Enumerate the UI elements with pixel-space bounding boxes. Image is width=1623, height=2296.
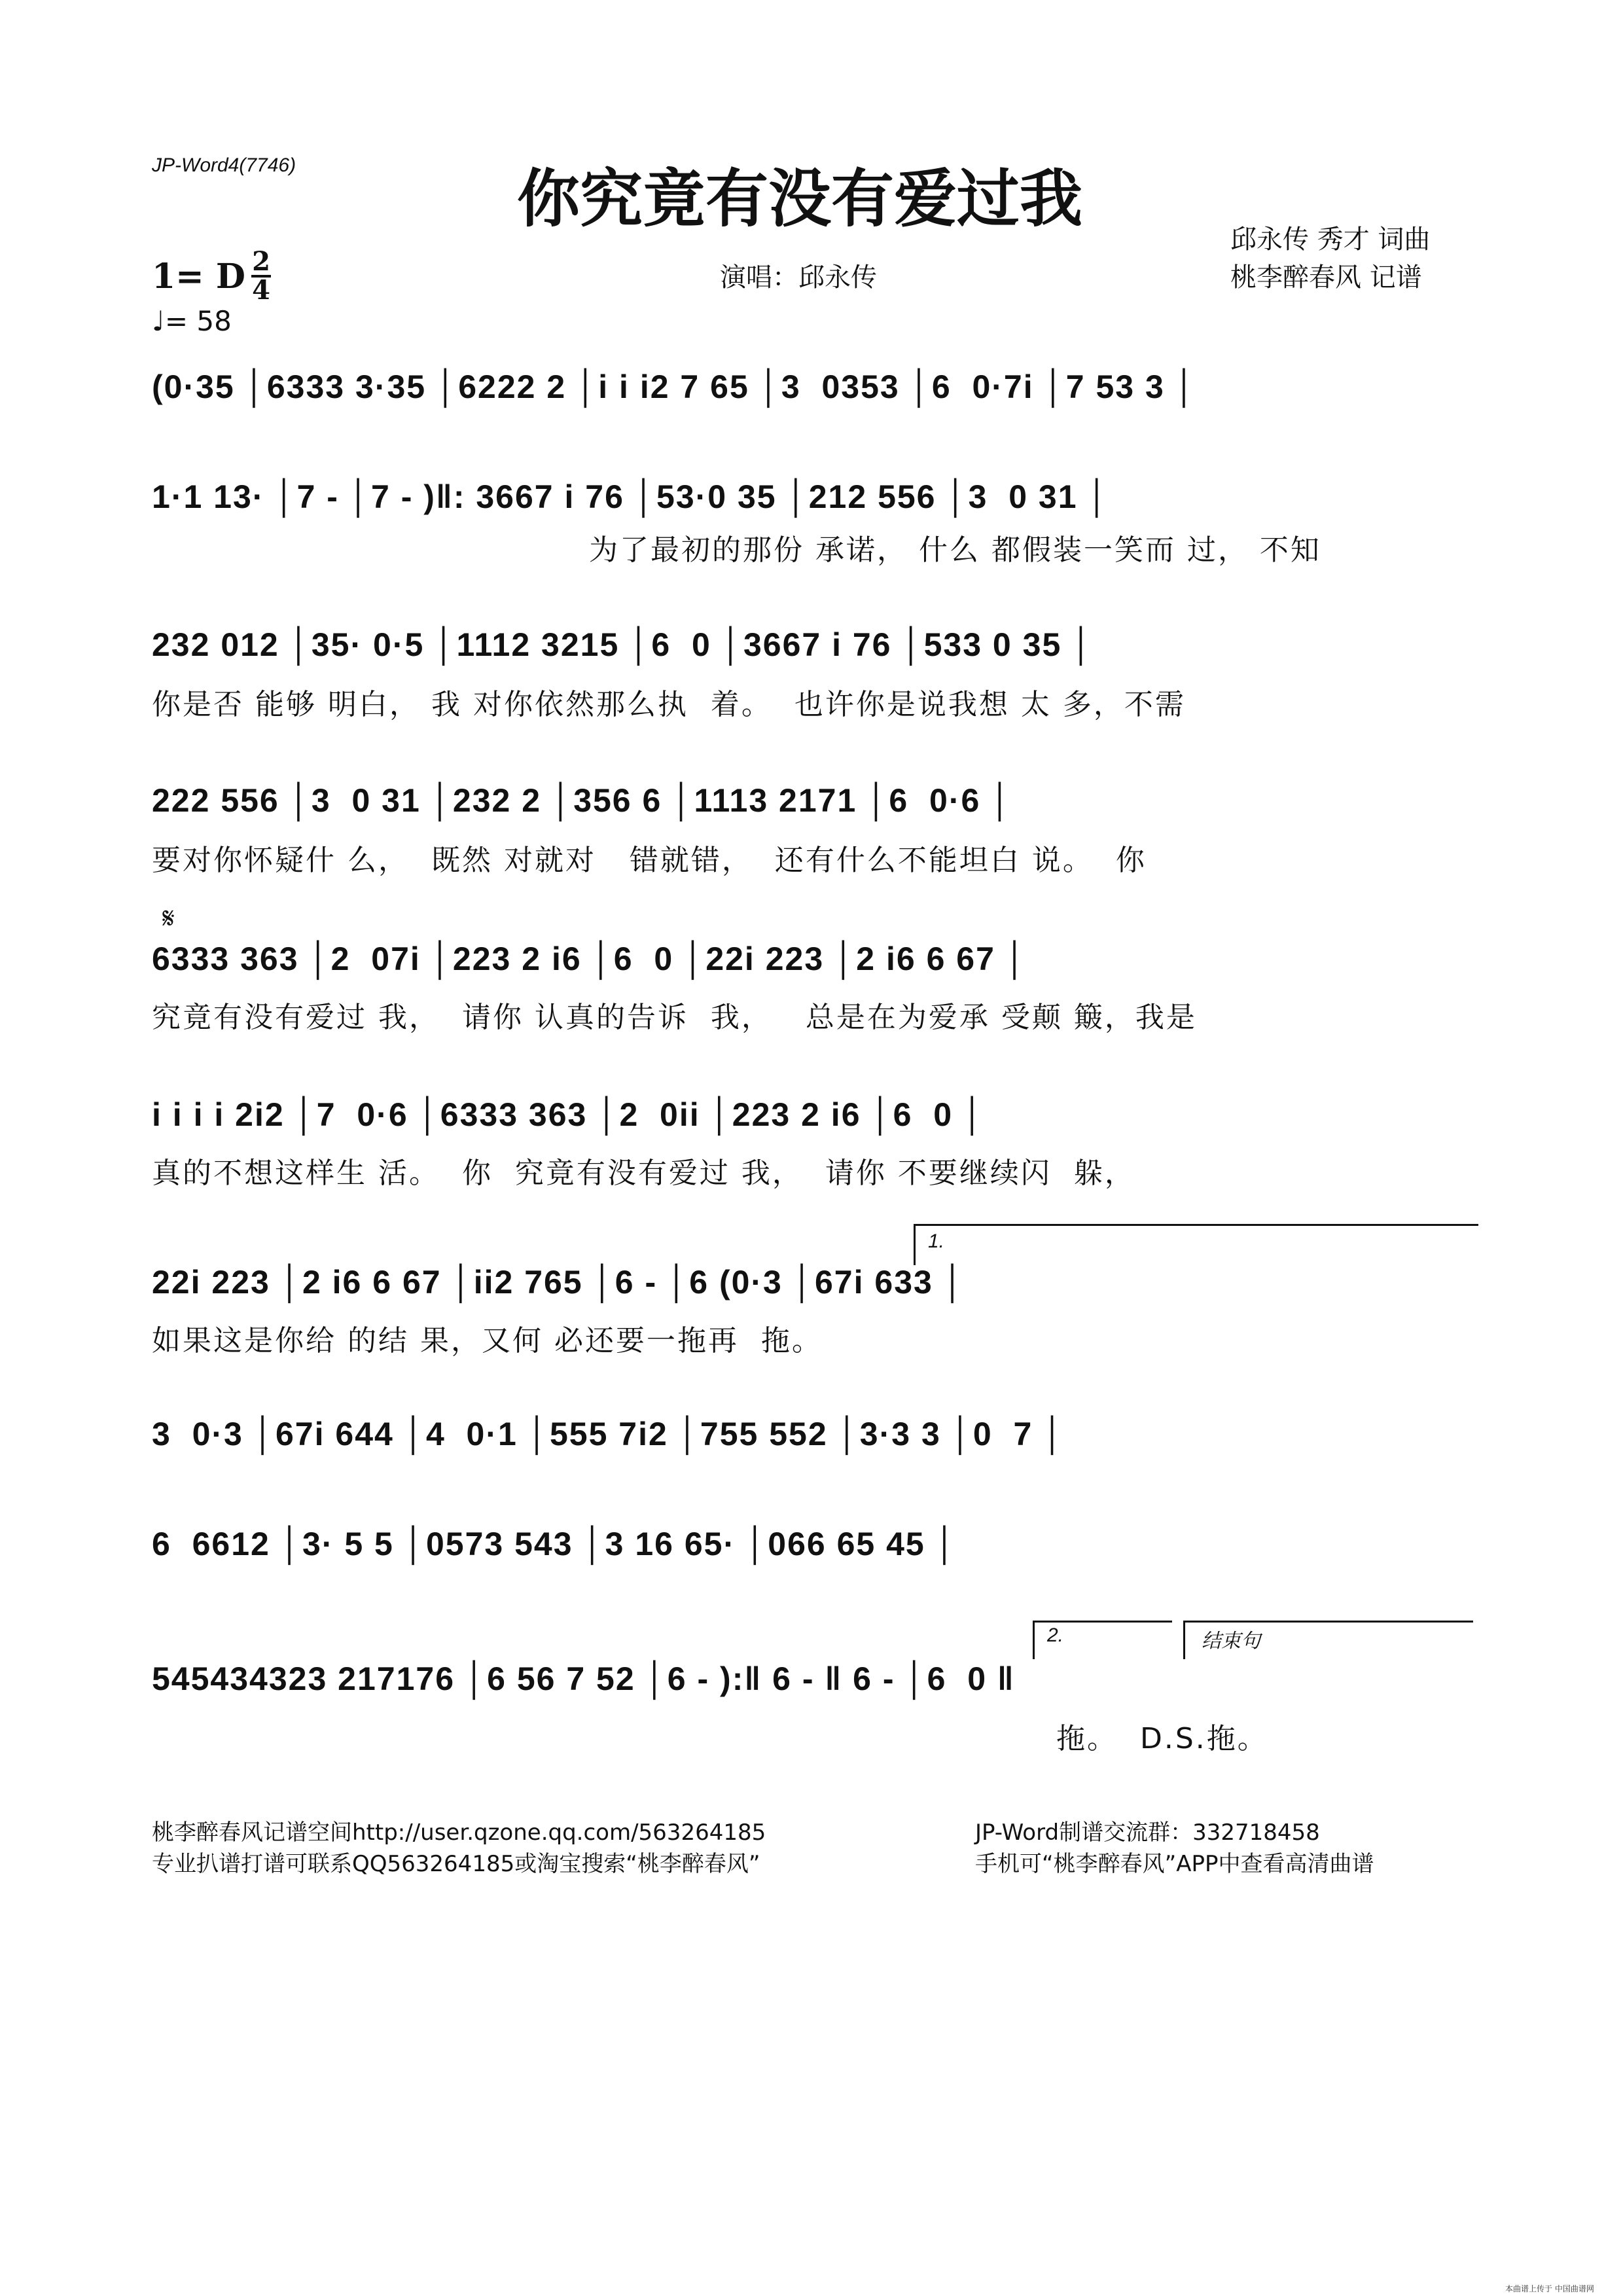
- system-7-notes: 22i 223 │2 i6 6 67 │ii2 765 │6 - │6 (0·3 │67i 633 │: [152, 1264, 965, 1300]
- system-6-notes: i i i i 2i2 │7 0·6 │6333 363 │2 0ii │223 2 i6 │6 0 │: [152, 1096, 986, 1133]
- system-10-notes: 545434323 217176 │6 56 7 52 │6 - ):‖ 6 - ‖ 6 - │6 0 ‖: [152, 1660, 1015, 1697]
- system-8-notes: 3 0·3 │67i 644 │4 0·1 │555 7i2 │755 552 │3·3 3 │0 7 │: [152, 1416, 1065, 1452]
- system-4-lyrics: 要对你怀疑什 么， 既然 对就对 错就错， 还有什么不能坦白 说。 你: [152, 844, 1147, 877]
- footer-left-line2: 专业扒谱打谱可联系QQ563264185或淘宝搜索“桃李醉春风”: [152, 1851, 760, 1877]
- system-1-notes: (0·35 │6333 3·35 │6222 2 │i i i2 7 65 │3 0353 │6 0·7i │7 53 3 │: [152, 368, 1197, 405]
- time-signature: [251, 246, 271, 306]
- footer-right-line1: JP-Word制谱交流群：332718458: [975, 1820, 1320, 1846]
- system-5-notes: 6333 363 │2 07i │223 2 i6 │6 0 │22i 223 │2 i6 6 67 │: [152, 941, 1028, 977]
- system-2-lyrics: 为了最初的那份 承诺， 什么 都假装一笑而 过， 不知: [589, 533, 1321, 567]
- system-10-lyrics: 拖。 D.S.拖。: [1056, 1722, 1268, 1755]
- system-2-notes: 1·1 13· │7 - │7 - )‖: 3667 i 76 │53·0 35 │212 556 │3 0 31 │: [152, 478, 1110, 515]
- system-9-notes: 6 6612 │3· 5 5 │0573 543 │3 16 65· │066 65 45 │: [152, 1526, 957, 1562]
- coda-ending-label: 结束句: [1202, 1630, 1260, 1652]
- system-5-lyrics: 究竟有没有爱过 我， 请你 认真的告诉 我， 总是在为爱承 受颠 簸，我是: [152, 1001, 1197, 1034]
- time-signature-bottom: 4: [252, 275, 270, 306]
- system-6-lyrics: 真的不想这样生 活。 你 究竟有没有爱过 我， 请你 不要继续闪 躲，: [152, 1157, 1135, 1190]
- first-ending-label: 1.: [928, 1230, 945, 1252]
- credit-notation: 桃李醉春风 记谱: [1230, 262, 1422, 293]
- system-3-lyrics: 你是否 能够 明白， 我 对你依然那么执 着。 也许你是说我想 太 多，不需: [152, 688, 1186, 721]
- system-4-notes: 222 556 │3 0 31 │232 2 │356 6 │1113 2171 │6 0·6 │: [152, 782, 1013, 819]
- system-7-lyrics: 如果这是你给 的结 果，又何 必还要一拖再 拖。: [152, 1324, 823, 1357]
- key-signature: 1= D: [152, 257, 245, 296]
- tempo-marking: ♩= 58: [152, 305, 232, 337]
- time-signature-top: 2: [252, 246, 270, 277]
- footer-right-line2: 手机可“桃李醉春风”APP中查看高清曲谱: [975, 1851, 1374, 1877]
- quarter-note-icon: ♩: [152, 305, 165, 337]
- watermark-label: 本曲谱上传于 中国曲谱网: [1505, 2284, 1594, 2293]
- first-ending-bracket: [914, 1224, 1478, 1265]
- software-label: JP-Word4(7746): [152, 154, 296, 176]
- segno-sign: 𝄋: [162, 902, 175, 935]
- system-3-notes: 232 012 │35· 0·5 │1112 3215 │6 0 │3667 i 76 │533 0 35 │: [152, 626, 1094, 663]
- song-title: 你究竟有没有爱过我: [517, 162, 1082, 236]
- second-ending-label: 2.: [1047, 1624, 1064, 1646]
- singer-label: 演唱：邱永传: [720, 262, 877, 293]
- credit-lyrics: 邱永传 秀才 词曲: [1230, 224, 1431, 255]
- footer-left-line1: 桃李醉春风记谱空间http://user.qzone.qq.com/563264185: [152, 1820, 766, 1846]
